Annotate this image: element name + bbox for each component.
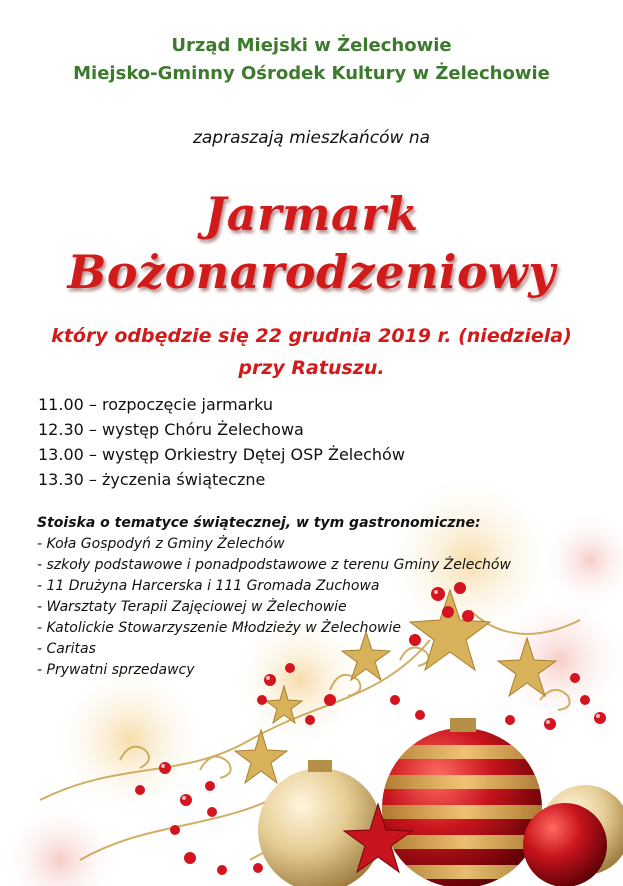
event-date: który odbędzie się 22 grudnia 2019 r. (niedziela) xyxy=(51,325,572,347)
organizer-city-office: Urząd Miejski w Żelechowie xyxy=(171,35,452,56)
stand-item: - Katolickie Stowarzyszenie Młodzieży w Żelechowie xyxy=(37,620,401,636)
organizer-culture-center: Miejsko-Gminny Ośrodek Kultury w Żelechowie xyxy=(73,63,550,84)
invite-text: zapraszają mieszkańców na xyxy=(192,128,431,148)
program-item: 12.30 – występ Chóru Żelechowa xyxy=(38,420,304,439)
program-item: 13.30 – życzenia świąteczne xyxy=(38,470,266,489)
stands-heading: Stoiska o tematyce świątecznej, w tym gastronomiczne: xyxy=(37,515,481,531)
stand-item: - 11 Drużyna Harcerska i 111 Gromada Zuchowa xyxy=(37,578,380,594)
program-item: 13.00 – występ Orkiestry Dętej OSP Żelechów xyxy=(38,445,405,464)
event-place: przy Ratuszu. xyxy=(238,357,385,379)
stand-item: - szkoły podstawowe i ponadpodstawowe z terenu Gminy Żelechów xyxy=(37,557,511,573)
stand-item: - Koła Gospodyń z Gminy Żelechów xyxy=(37,536,285,552)
stand-item: - Caritas xyxy=(37,641,96,657)
program-item: 11.00 – rozpoczęcie jarmarku xyxy=(38,395,273,414)
program-list xyxy=(38,392,405,492)
event-title-line-2: Bożonarodzeniowy xyxy=(67,245,556,299)
event-title-line-1: Jarmark xyxy=(204,187,419,241)
stand-item: - Warsztaty Terapii Zajęciowej w Żelechowie xyxy=(37,599,347,615)
stand-item: - Prywatni sprzedawcy xyxy=(37,662,195,678)
stands-list xyxy=(37,513,511,681)
